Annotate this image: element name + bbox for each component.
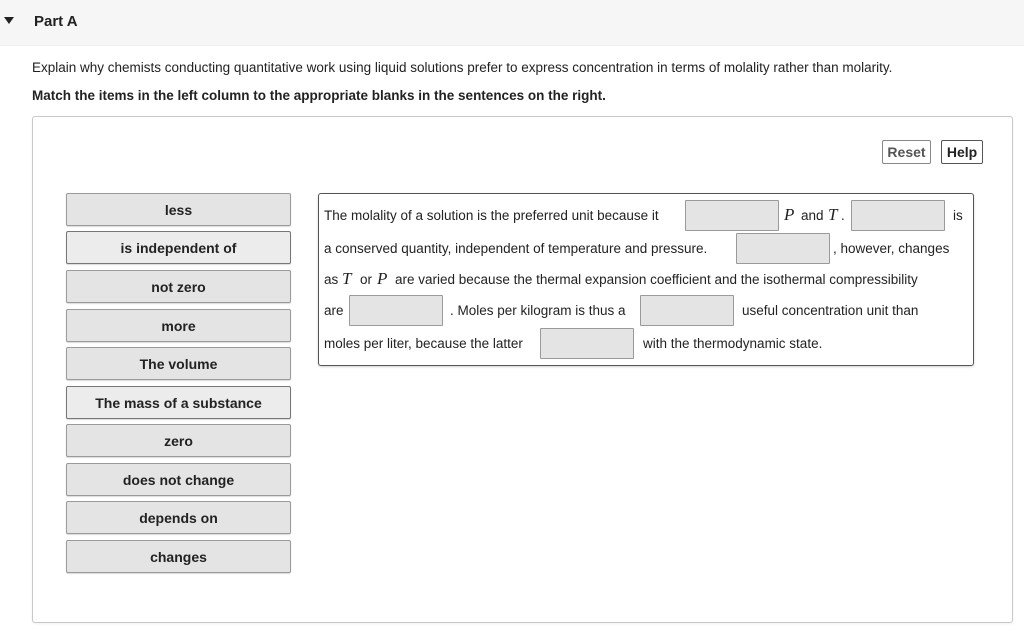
item-more[interactable]: more bbox=[66, 309, 291, 342]
item-zero[interactable]: zero bbox=[66, 424, 291, 457]
sentence-text: . Moles per kilogram is thus a bbox=[450, 303, 626, 318]
blank-4[interactable] bbox=[349, 295, 443, 326]
variable-T: T bbox=[342, 269, 352, 288]
sentence-text: as bbox=[324, 272, 339, 287]
sentence-text: is bbox=[953, 208, 963, 223]
sentence-text: are varied because the thermal expansion coefficient and the isothermal compressibility bbox=[395, 272, 918, 287]
sentence-text: moles per liter, because the latter bbox=[324, 336, 523, 351]
item-the-volume[interactable]: The volume bbox=[66, 347, 291, 380]
sentence-text: a conserved quantity, independent of temperature and pressure. bbox=[324, 241, 708, 256]
item-does-not-change[interactable]: does not change bbox=[66, 463, 291, 496]
question-text: Explain why chemists conducting quantitative work using liquid solutions prefer to express concentration in terms of molality rather than molarity. bbox=[32, 60, 893, 75]
sentence-text: are bbox=[324, 303, 344, 318]
reset-button[interactable]: Reset bbox=[882, 140, 931, 164]
part-title: Part A bbox=[34, 13, 78, 30]
sentence-text: and bbox=[801, 208, 824, 223]
blank-5[interactable] bbox=[640, 295, 734, 326]
item-less[interactable]: less bbox=[66, 193, 291, 226]
item-is-independent-of[interactable]: is independent of bbox=[66, 231, 291, 264]
sentence-text: with the thermodynamic state. bbox=[643, 336, 823, 351]
sentence-text: , however, changes bbox=[833, 241, 950, 256]
collapse-triangle-icon[interactable] bbox=[4, 17, 14, 24]
sentence-text: . bbox=[841, 208, 845, 223]
variable-T: T bbox=[828, 205, 838, 224]
instruction-text: Match the items in the left column to the appropriate blanks in the sentences on the right. bbox=[32, 88, 606, 103]
blank-1[interactable] bbox=[685, 200, 779, 231]
item-changes[interactable]: changes bbox=[66, 540, 291, 573]
part-header[interactable] bbox=[0, 0, 1024, 46]
sentence-text: useful concentration unit than bbox=[742, 303, 919, 318]
blank-3[interactable] bbox=[736, 233, 830, 264]
sentence-text: or bbox=[360, 272, 373, 287]
blank-6[interactable] bbox=[540, 328, 634, 359]
variable-P: P bbox=[377, 269, 388, 288]
item-not-zero[interactable]: not zero bbox=[66, 270, 291, 303]
help-button[interactable]: Help bbox=[941, 140, 983, 164]
item-depends-on[interactable]: depends on bbox=[66, 501, 291, 534]
item-the-mass-of-a-substance[interactable]: The mass of a substance bbox=[66, 386, 291, 419]
variable-P: P bbox=[784, 205, 795, 224]
sentence-text: The molality of a solution is the preferred unit because it bbox=[324, 208, 659, 223]
sentence-box bbox=[318, 193, 974, 366]
blank-2[interactable] bbox=[851, 200, 945, 231]
